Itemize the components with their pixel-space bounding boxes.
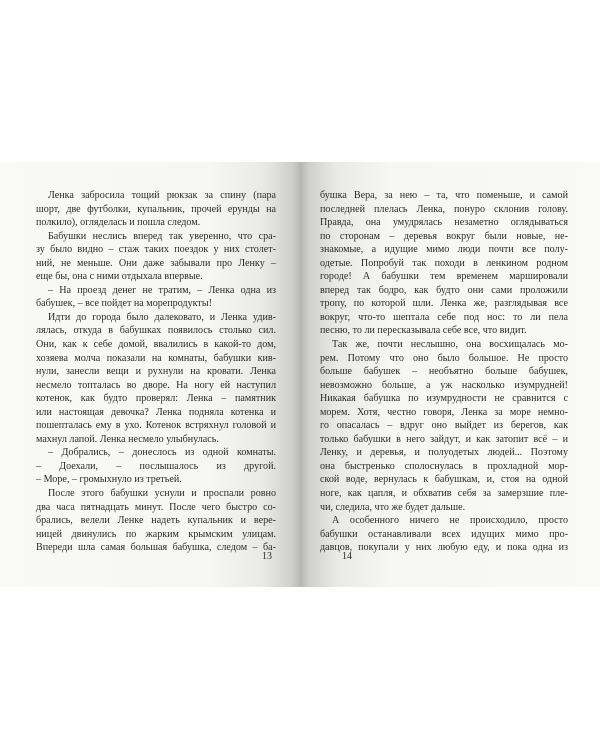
text-line: – Доехали, – послышалось из другой. [36,460,276,472]
text-line: тропу, по которой шли. Ленка же, разглядывая все [320,298,568,310]
text-line: ницей двинулись по жарким крымским улицам. [36,528,276,540]
left-page-text [36,189,276,555]
text-line: ской воде, вернулась к бабушкам, и, стоя на одной [320,474,568,486]
text-line: Идти до города было далековато, и Ленка удив- [48,311,276,323]
paragraph [36,487,276,555]
text-line: лялась, откуда в бабушках появилось столько сил. [36,325,276,337]
text-line: хозяева молча показали на комнаты, бабушки кив- [36,352,276,364]
text-line: ний, не меньше. Они даже забывали про Ленку – [36,257,276,269]
text-line: она быстренько сполоснулась в прохладной мор- [320,460,568,472]
text-line: Впереди шла самая большая бабушка, следом – ба- [36,542,276,554]
paragraph [36,446,276,487]
text-line: городе! А бабушки тем временем маршировали [320,271,568,283]
text-line: Никакая бабушка по изумрудности не сравнится с [320,393,568,405]
paragraph [36,230,276,284]
text-line: одетые. Попробуй так походи в ленкином родном [320,257,568,269]
text-line: нули, занесли вещи и рухнули на кровати. Ленка [36,366,276,378]
paragraph [320,338,568,514]
text-line: Ленка забросила тощий рюкзак за спину (пара [48,190,276,201]
right-page-text [320,189,568,555]
text-line: еще бы, она с ними отдыхала впервые. [36,271,203,283]
text-line: несмело топталась во дворе. На ногу ей наступил [36,379,276,391]
text-line: А особенного ничего не происходило, просто [332,515,568,527]
text-line: го опасалась – вдруг оно выйдет из берегов, как [320,420,568,432]
text-line: чи, следила, что же будет дальше. [320,501,466,513]
text-line: знакомые, а идущие мимо люди почти все полу- [320,244,568,256]
text-line: только бабушки в него зайдут, и как затопит всё – и [320,433,568,445]
text-line: невозможно больше, а уж насколько изумрудней! [320,379,568,391]
text-line: по сторонам – деревья вокруг были новые, не- [320,230,568,242]
text-line: или настоящая девочка? Ленка подняла котенка и [36,406,276,418]
text-line: Они, как к себе домой, ввалились в какой-то дом, [36,339,276,351]
paragraph [320,189,568,338]
text-line: – На проезд денег не тратим, – Ленка одна из [48,284,276,296]
text-line: бабушек, – все пойдет на морепродукты! [36,298,212,310]
text-line: Так же, почти неслышно, она восхищалась мо- [332,339,568,351]
text-line: бабушки останавливали всех идущих мимо про- [320,528,568,540]
text-line: котенок, как будто проверял: Ленка – памятник [36,393,276,405]
text-line: полкило), огляделась и пошла следом. [36,217,201,229]
text-line: бушка Вера, за нею – та, что поменьше, и самой [320,190,568,201]
paragraph [36,189,276,230]
paragraph [320,514,568,555]
text-line: рем. Потому что оно было большое. Не просто [320,352,568,364]
paragraph [36,311,276,446]
text-line: пошепталась ему в ухо. Котенок встряхнул головой и [36,420,276,432]
text-line: последней плелась Ленка, понуро склонив голову. [320,203,568,215]
text-line: брались, велели Ленке надеть купальник и вере- [36,515,276,527]
paragraph [36,284,276,311]
text-line: ноге, как цапля, и обхватив себя за замерзшие пле- [320,488,568,500]
text-line: два часа пятнадцать минут. После чего быстро со- [36,501,276,513]
text-line: морем. Хотя, честно говоря, Ленка за море немно- [320,406,568,418]
text-line: вперед так бодро, как будто они сами проложили [320,284,568,296]
text-line: После этого бабушки уснули и проспали ровно [48,488,276,500]
page-number-left: 13 [262,551,272,562]
text-line: Ленку, и деревья, и полуодетых людей... Поэтому [320,447,568,459]
text-line: – Добрались, – донеслось из одной комнаты. [48,447,276,459]
text-line: песню, то ли пересказывала себе все, что видит. [320,325,527,337]
text-line: давцов, покупали у них любую еду, и пока одна из [320,542,568,554]
text-line: махнул лапой. Ленка несмело улыбнулась. [36,433,219,445]
text-line: больше бабушек – необъятно больше бабушек, [320,366,568,378]
text-line: Правда, она умудрялась незаметно оглядываться [320,217,568,229]
text-line: Бабушки неслись вперед так уверенно, что сра- [48,230,276,242]
text-line: – Море, – громыхнуло из третьей. [36,474,182,486]
text-line: шорт, две футболки, купальник, прочей ерунды на [36,203,276,215]
page-number-right: 14 [342,551,352,562]
text-line: вокруг, что-то шептала себе под нос: то ли пела [320,311,568,323]
text-line: зу было видно – стаж таких поездок у них столет- [36,244,276,256]
